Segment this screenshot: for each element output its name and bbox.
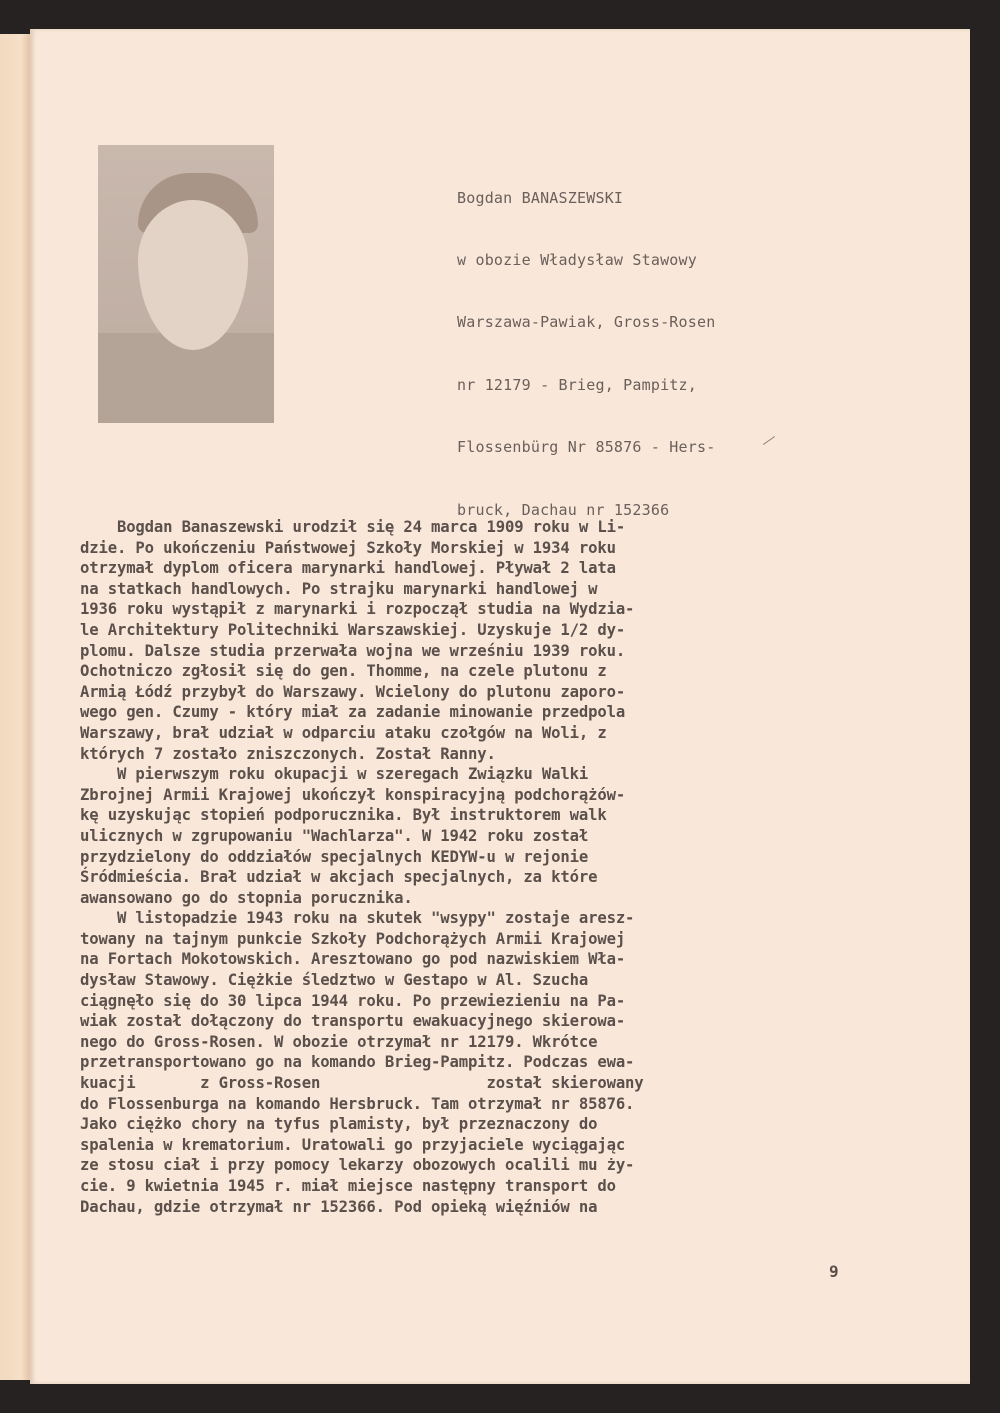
text-line: otrzymał dyplom oficera marynarki handlowej. Pływał 2 lata xyxy=(80,559,616,578)
text-line: Dachau, gdzie otrzymał nr 152366. Pod opieką więźniów na xyxy=(80,1197,598,1216)
text-line: Ochotniczo zgłosił się do gen. Thomme, na czele plutonu z xyxy=(80,662,607,681)
text-line: na statkach handlowych. Po strajku marynarki handlowej w xyxy=(80,579,598,598)
text-line: 1936 roku wystąpił z marynarki i rozpoczął studia na Wydzia- xyxy=(80,600,635,619)
previous-page-edge xyxy=(0,34,30,1380)
text-line: ulicznych w zgrupowaniu "Wachlarza". W 1942 roku został xyxy=(80,826,589,845)
text-line: le Architektury Politechniki Warszawskiej. Uzyskuje 1/2 dy- xyxy=(80,620,626,639)
portrait-photo xyxy=(98,145,274,423)
text-line: Zbrojnej Armii Krajowej ukończył konspiracyjną podchorążów- xyxy=(80,785,626,804)
text-line: cie. 9 kwietnia 1945 r. miał miejsce następny transport do xyxy=(80,1177,616,1195)
text-line: wiak został dołączony do transportu ewakuacyjnego skierowa- xyxy=(80,1012,626,1031)
text-line: Śródmieścia. Brał udział w akcjach specjalnych, za które xyxy=(80,868,598,887)
text-line: W pierwszym roku okupacji w szeregach Związku Walki xyxy=(80,765,589,784)
caption-line: nr 12179 - Brieg, Pampitz, xyxy=(457,375,697,394)
photo-caption xyxy=(457,146,715,541)
caption-line: Bogdan BANASZEWSKI xyxy=(457,188,624,207)
text-line: przetransportowano go na komando Brieg-Pampitz. Podczas ewa- xyxy=(80,1053,635,1072)
text-line: Bogdan Banaszewski urodził się 24 marca 1909 roku w Li- xyxy=(80,518,626,536)
text-line: Armią Łódź przybył do Warszawy. Wcielony do plutonu zaporo- xyxy=(80,682,626,701)
biography-text xyxy=(80,517,820,1217)
text-line: dysław Stawowy. Ciężkie śledztwo w Gestapo w Al. Szucha xyxy=(80,971,589,990)
caption-line: Warszawa-Pawiak, Gross-Rosen xyxy=(457,313,716,332)
text-line: ciągnęło się do 30 lipca 1944 roku. Po przewiezieniu na Pa- xyxy=(80,991,626,1010)
text-line: kę uzyskując stopień podporucznika. Był instruktorem walk xyxy=(80,806,607,825)
text-line: awansowano go do stopnia porucznika. xyxy=(80,888,413,907)
text-line: dzie. Po ukończeniu Państwowej Szkoły Morskiej w 1934 roku xyxy=(80,538,616,557)
text-line: na Fortach Mokotowskich. Aresztowano go pod nazwiskiem Wła- xyxy=(80,950,626,969)
text-line: przydzielony do oddziałów specjalnych KEDYW-u w rejonie xyxy=(80,847,589,866)
text-line: Jako ciężko chory na tyfus plamisty, był przeznaczony do xyxy=(80,1115,598,1134)
text-line: towany na tajnym punkcie Szkoły Podchorążych Armii Krajowej xyxy=(80,929,626,948)
text-line: plomu. Dalsze studia przerwała wojna we wrześniu 1939 roku. xyxy=(80,641,626,660)
text-line: spalenia w krematorium. Uratowali go przyjaciele wyciągając xyxy=(80,1135,626,1154)
photo-face-shape xyxy=(138,200,248,350)
caption-line: Flossenbürg Nr 85876 - Hers- xyxy=(457,438,716,457)
text-line: W listopadzie 1943 roku na skutek "wsypy" zostaje aresz- xyxy=(80,909,635,928)
text-line: nego do Gross-Rosen. W obozie otrzymał nr 12179. Wkrótce xyxy=(80,1032,598,1051)
text-line: ze stosu ciał i przy pomocy lekarzy obozowych ocalili mu ży- xyxy=(80,1156,635,1175)
text-line: do Flossenburga na komando Hersbruck. Tam otrzymał nr 85876. xyxy=(80,1094,635,1113)
text-line: kuacji z Gross-Rosen został skierowany xyxy=(80,1074,644,1093)
text-line: których 7 zostało zniszczonych. Został Ranny. xyxy=(80,744,496,763)
page-number: 9 xyxy=(829,1262,839,1281)
text-line: wego gen. Czumy - który miał za zadanie minowanie przedpola xyxy=(80,703,626,722)
caption-line: bruck, Dachau nr 152366 xyxy=(457,500,670,519)
caption-line: w obozie Władysław Stawowy xyxy=(457,250,697,269)
text-line: Warszawy, brał udział w odparciu ataku czołgów na Woli, z xyxy=(80,723,607,742)
